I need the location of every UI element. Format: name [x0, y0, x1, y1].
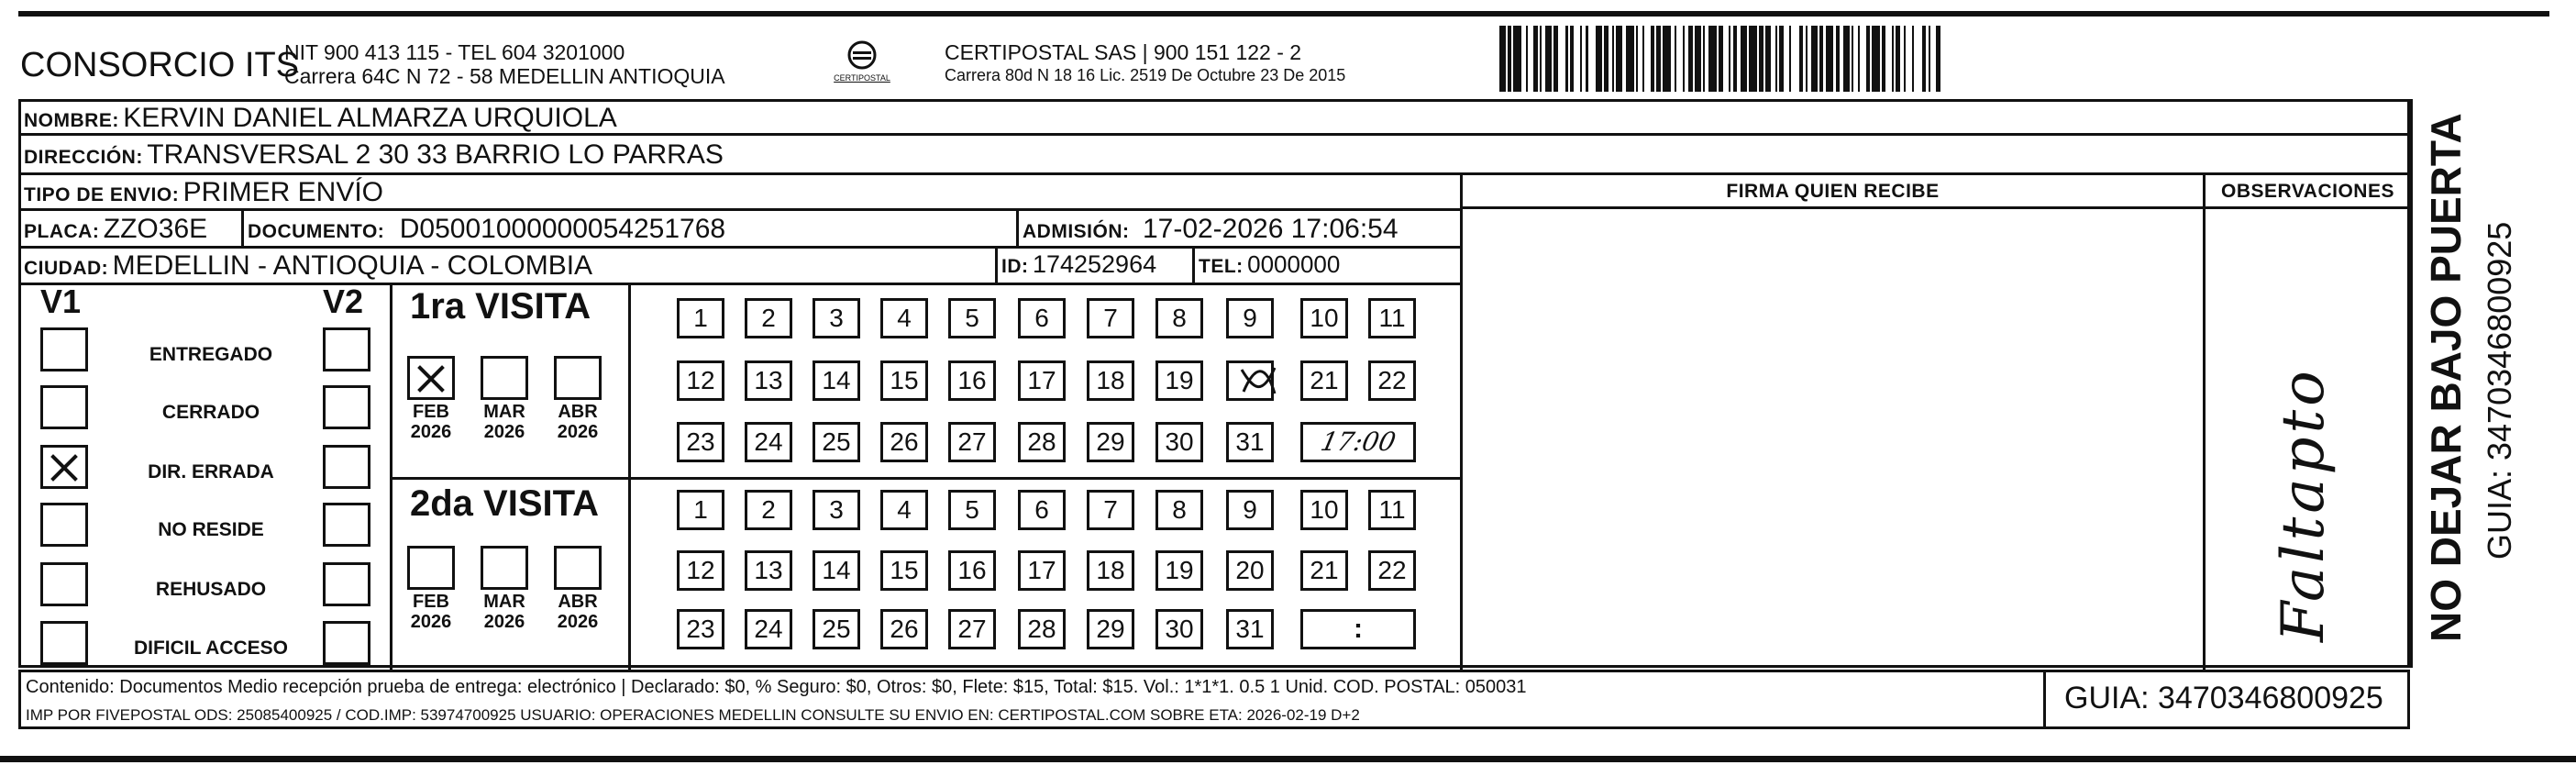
month-checkbox[interactable]: [407, 546, 455, 590]
row-divider: [18, 208, 1463, 211]
tipo-row: [24, 177, 383, 208]
day-box[interactable]: 29: [1087, 422, 1134, 462]
day-box[interactable]: 4: [880, 490, 928, 530]
col-divider: [241, 208, 244, 247]
day-box[interactable]: 21: [1300, 360, 1348, 401]
day-box[interactable]: 18: [1087, 550, 1134, 591]
barcode-bar: [1663, 26, 1671, 92]
visit1-title: 1ra VISITA: [410, 286, 591, 327]
day-box[interactable]: 16: [948, 360, 996, 401]
month-name: MAR: [483, 592, 525, 612]
month-checkbox[interactable]: [407, 356, 455, 400]
barcode-bar: [1513, 26, 1521, 92]
observaciones-note: Faltapto: [2270, 367, 2338, 642]
barcode-bar: [1644, 26, 1651, 92]
barcode-bar: [1558, 26, 1566, 92]
barcode-bar: [1574, 26, 1580, 92]
month-checkbox[interactable]: [481, 546, 528, 590]
day-box[interactable]: 28: [1018, 422, 1066, 462]
day-box[interactable]: 6: [1018, 490, 1066, 530]
barcode-bar: [1499, 26, 1506, 92]
status-v2-checkbox[interactable]: [323, 503, 370, 547]
month-name: FEB: [413, 592, 449, 612]
col-divider: [1016, 208, 1019, 247]
bottom-rule: [0, 756, 2576, 762]
day-box[interactable]: 28: [1018, 609, 1066, 649]
tel-value: 0000000: [1247, 250, 1341, 278]
barcode-bar: [1940, 26, 1942, 92]
day-box[interactable]: 12: [677, 550, 724, 591]
day-box[interactable]: 7: [1087, 490, 1134, 530]
day-box[interactable]: 30: [1155, 422, 1203, 462]
direccion-label: DIRECCIÓN:: [24, 147, 143, 168]
month-label: [471, 592, 537, 632]
day-box[interactable]: 26: [880, 609, 928, 649]
ciudad-value: MEDELLIN - ANTIOQUIA - COLOMBIA: [112, 250, 593, 281]
month-checkbox[interactable]: [481, 356, 528, 400]
tel-cell: [1199, 250, 1340, 279]
id-label: ID:: [1001, 256, 1029, 277]
ciudad-label: CIUDAD:: [24, 258, 109, 279]
visit2-time-placeholder: :: [1354, 614, 1363, 644]
day-box[interactable]: 2: [745, 490, 792, 530]
carrier-address: Carrera 80d N 18 16 Lic. 2519 De Octubre 23 De 2015: [945, 66, 1346, 84]
carrier-name: CERTIPOSTAL SAS | 900 151 122 - 2: [945, 40, 1302, 64]
barcode: [1499, 26, 2228, 92]
month-year: 2026: [410, 422, 452, 442]
day-box[interactable]: 14: [813, 550, 860, 591]
barcode-bar: [1545, 26, 1552, 92]
admision-cell: [1023, 214, 1399, 245]
v1-heading: V1: [40, 283, 82, 320]
col-divider: [1192, 246, 1195, 283]
status-v2-checkbox[interactable]: [323, 385, 370, 429]
tel-label: TEL:: [1199, 256, 1244, 277]
nombre-value: KERVIN DANIEL ALMARZA URQUIOLA: [123, 103, 617, 133]
day-box[interactable]: 31: [1226, 422, 1274, 462]
day-box[interactable]: 3: [813, 298, 860, 338]
status-v1-checkbox[interactable]: [40, 562, 88, 606]
day-box[interactable]: 24: [745, 609, 792, 649]
day-box[interactable]: 11: [1368, 298, 1416, 338]
barcode-bar: [1626, 26, 1634, 92]
nombre-row: [24, 103, 617, 134]
status-v2-checkbox[interactable]: [323, 327, 370, 371]
footer-line-2: IMP POR FIVEPOSTAL ODS: 25085400925 / COD.IMP: 53974700925 USUARIO: OPERACIONES MEDELLIN CONSULTE SU ENVIO EN: CERTIPOSTAL.COM SOBRE ETA: 2026-02-19 D+2: [26, 706, 1360, 724]
logo-text: CERTIPOSTAL: [834, 73, 890, 83]
day-box[interactable]: 15: [880, 360, 928, 401]
top-rule: [18, 11, 2549, 17]
barcode-bar: [1791, 26, 1799, 92]
day-box[interactable]: 15: [880, 550, 928, 591]
barcode-bar: [1914, 26, 1922, 92]
day-box[interactable]: 21: [1300, 550, 1348, 591]
status-label: REHUSADO: [155, 579, 267, 600]
day-box[interactable]: 1: [677, 490, 724, 530]
footer-line-1: Contenido: Documentos Medio recepción prueba de entrega: electrónico | Declarado: $0, % Seguro: $0, Otros: $0, Flete: $15, Total: $15. Vol.: 1*1*1. 0.5 1 Unid. COD. POSTAL: 050031: [26, 677, 1527, 697]
placa-value: ZZO36E: [103, 214, 208, 244]
status-label: DIR. ERRADA: [148, 461, 274, 482]
col-divider: [2410, 99, 2413, 668]
row-divider: [18, 172, 2410, 175]
id-cell: [1001, 250, 1156, 279]
month-label: [471, 402, 537, 442]
day-box[interactable]: 5: [948, 298, 996, 338]
barcode-bar: [1723, 26, 1730, 92]
nombre-label: NOMBRE:: [24, 110, 119, 131]
status-label: CERRADO: [161, 402, 260, 423]
day-box[interactable]: 27: [948, 609, 996, 649]
footer-guia: GUIA: 3470346800925: [2064, 681, 2383, 715]
day-box[interactable]: 5: [948, 490, 996, 530]
tipo-value: PRIMER ENVÍO: [182, 177, 384, 207]
day-box[interactable]: 17: [1018, 360, 1066, 401]
month-year: 2026: [483, 612, 525, 632]
day-box[interactable]: 27: [948, 422, 996, 462]
day-box[interactable]: 26: [880, 422, 928, 462]
day-box[interactable]: 13: [745, 550, 792, 591]
month-label: [545, 592, 611, 632]
placa-row: [24, 214, 207, 245]
day-box[interactable]: 19: [1155, 550, 1203, 591]
day-box[interactable]: 17: [1018, 550, 1066, 591]
company-address: Carrera 64C N 72 - 58 MEDELLIN ANTIOQUIA: [284, 64, 725, 88]
row-divider: [18, 283, 1463, 285]
certipostal-logo: [830, 39, 894, 92]
month-year: 2026: [483, 422, 525, 442]
day-box[interactable]: 14: [813, 360, 860, 401]
month-year: 2026: [557, 422, 599, 442]
day-box[interactable]: 29: [1087, 609, 1134, 649]
barcode-bar: [1930, 26, 1937, 92]
col-divider: [995, 246, 998, 283]
day-box[interactable]: 31: [1226, 609, 1274, 649]
visit2-title: 2da VISITA: [410, 483, 599, 524]
day-box[interactable]: 22: [1368, 550, 1416, 591]
month-name: FEB: [413, 402, 449, 422]
no-dejar-notice: [2421, 92, 2476, 642]
visit2-time-box[interactable]: [1300, 609, 1416, 649]
day-box[interactable]: 23: [677, 422, 724, 462]
day-box[interactable]: 4: [880, 298, 928, 338]
side-guia-text: GUIA: 3470346800925: [2481, 221, 2518, 560]
admision-label: ADMISIÓN:: [1023, 221, 1130, 242]
month-name: ABR: [558, 402, 598, 422]
day-box[interactable]: 19: [1155, 360, 1203, 401]
month-checkbox[interactable]: [554, 356, 602, 400]
day-box[interactable]: 13: [745, 360, 792, 401]
status-v2-checkbox[interactable]: [323, 621, 370, 665]
month-label: [398, 402, 464, 442]
firma-header: FIRMA QUIEN RECIBE: [1726, 181, 1940, 202]
day-box[interactable]: 25: [813, 609, 860, 649]
month-year: 2026: [557, 612, 599, 632]
day-box[interactable]: 1: [677, 298, 724, 338]
barcode-bar: [1708, 26, 1717, 92]
status-v1-checkbox[interactable]: [40, 385, 88, 429]
col-divider: [1460, 172, 1463, 670]
day-box[interactable]: 20: [1226, 550, 1274, 591]
barcode-bar: [1749, 26, 1757, 92]
status-v1-checkbox[interactable]: [40, 327, 88, 371]
status-label: DIFICIL ACCESO: [133, 638, 288, 659]
visit1-time-handwritten: 17:00: [1318, 427, 1399, 457]
day-box[interactable]: 24: [745, 422, 792, 462]
status-v1-checkbox[interactable]: [40, 503, 88, 547]
month-checkbox[interactable]: [554, 546, 602, 590]
id-value: 174252964: [1032, 250, 1157, 278]
row-divider: [18, 246, 1463, 249]
status-v1-checkbox[interactable]: [40, 445, 88, 489]
barcode-bar: [1616, 26, 1622, 92]
barcode-bar: [1826, 26, 1834, 92]
month-label: [545, 402, 611, 442]
day-box[interactable]: 2: [745, 298, 792, 338]
visit-month-divider: [628, 283, 631, 670]
company-nit: NIT 900 413 115 - TEL 604 3201000: [284, 40, 625, 64]
day-box[interactable]: 10: [1300, 490, 1348, 530]
status-v1-checkbox[interactable]: [40, 621, 88, 665]
status-label: ENTREGADO: [149, 344, 273, 365]
status-divider: [390, 283, 392, 670]
day-box[interactable]: 8: [1155, 298, 1203, 338]
barcode-bar: [1906, 26, 1912, 92]
day-box[interactable]: 23: [677, 609, 724, 649]
barcode-bar: [1765, 26, 1772, 92]
observaciones-header: OBSERVACIONES: [2221, 181, 2394, 202]
admision-value: 17-02-2026 17:06:54: [1142, 214, 1399, 244]
day-box[interactable]: 11: [1368, 490, 1416, 530]
day-box[interactable]: 16: [948, 550, 996, 591]
side-guia: [2481, 101, 2522, 560]
day-box[interactable]: 9: [1226, 490, 1274, 530]
barcode-bar: [1860, 26, 1866, 92]
no-dejar-text: NO DEJAR BAJO PUERTA: [2422, 113, 2470, 642]
footer-border: [18, 670, 2410, 729]
day-box[interactable]: 9: [1226, 298, 1274, 338]
visit1-time-box[interactable]: [1300, 422, 1416, 462]
day-box[interactable]: 25: [813, 422, 860, 462]
barcode-bar: [1676, 26, 1683, 92]
status-label: NO RESIDE: [158, 519, 264, 540]
barcode-bar: [1596, 26, 1602, 92]
status-v2-checkbox[interactable]: [323, 562, 370, 606]
ciudad-row: [24, 250, 592, 282]
day-box[interactable]: 22: [1368, 360, 1416, 401]
row-divider: [1463, 206, 2410, 209]
col-divider: [2203, 172, 2206, 670]
company-name: CONSORCIO ITS: [20, 46, 300, 84]
barcode-bar: [1843, 26, 1850, 92]
day-20-mark: [1234, 360, 1282, 401]
documento-label: DOCUMENTO:: [248, 221, 385, 242]
barcode-bar: [1528, 26, 1534, 92]
month-label: [398, 592, 464, 632]
month-name: ABR: [558, 592, 598, 612]
barcode-bar: [1695, 26, 1701, 92]
day-box[interactable]: 18: [1087, 360, 1134, 401]
documento-value: D05001000000054251768: [399, 214, 726, 244]
day-box[interactable]: 10: [1300, 298, 1348, 338]
v2-heading: V2: [323, 283, 364, 320]
direccion-row: [24, 139, 724, 171]
day-box[interactable]: 8: [1155, 490, 1203, 530]
barcode-bar: [1872, 26, 1880, 92]
day-box[interactable]: 3: [813, 490, 860, 530]
day-box[interactable]: 6: [1018, 298, 1066, 338]
barcode-bar: [1741, 26, 1747, 92]
barcode-bar: [1885, 26, 1892, 92]
observaciones-handwritten: [2270, 257, 2343, 642]
barcode-bar: [1811, 26, 1818, 92]
day-box[interactable]: 30: [1155, 609, 1203, 649]
tipo-label: TIPO DE ENVIO:: [24, 184, 180, 205]
placa-label: PLACA:: [24, 221, 100, 242]
barcode-bar: [1588, 26, 1597, 92]
month-name: MAR: [483, 402, 525, 422]
documento-cell: [248, 214, 725, 245]
month-year: 2026: [410, 612, 452, 632]
visit-divider: [390, 477, 1463, 480]
barcode-bar: [1784, 26, 1790, 92]
direccion-value: TRANSVERSAL 2 30 33 BARRIO LO PARRAS: [147, 139, 724, 170]
day-box[interactable]: 7: [1087, 298, 1134, 338]
day-box[interactable]: 12: [677, 360, 724, 401]
status-v2-checkbox[interactable]: [323, 445, 370, 489]
